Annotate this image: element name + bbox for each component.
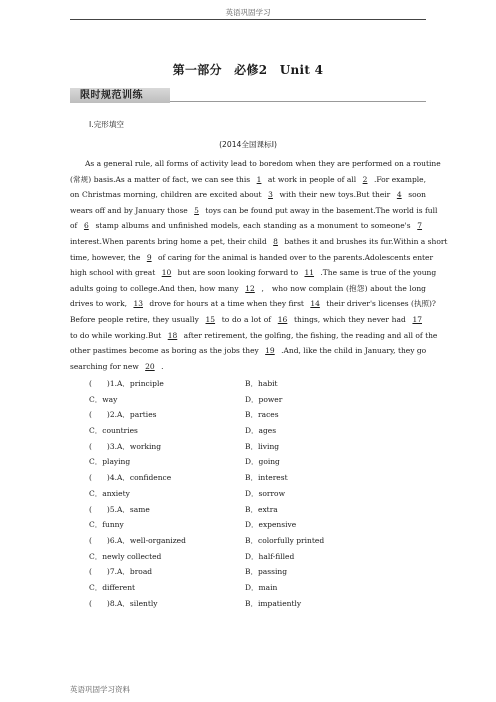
option-left[interactable]: ( )3.A．working: [89, 441, 162, 451]
option-row: [89, 564, 426, 580]
option-left[interactable]: C．playing: [89, 457, 131, 467]
option-right[interactable]: B．habit: [245, 379, 278, 388]
blank-number[interactable]: 9: [146, 252, 152, 262]
option-left[interactable]: ( )1.A．principle: [89, 379, 164, 388]
option-row: [89, 502, 426, 518]
option-right[interactable]: D．expensive: [245, 520, 297, 530]
option-left[interactable]: ( )7.A．broad: [89, 567, 153, 577]
passage-text: As a general rule, all forms of activity lead to boredom when they are performed on a routine: [70, 159, 441, 168]
passage-text: on Christmas morning, children are excited about: [70, 190, 262, 200]
option-row: [89, 486, 426, 502]
passage-text: soon: [408, 190, 426, 200]
blank-number[interactable]: 6: [83, 221, 89, 231]
passage-text: of: [70, 221, 78, 231]
option-row: [89, 392, 426, 408]
option-right[interactable]: B．races: [245, 410, 279, 420]
blank-number[interactable]: 20: [145, 361, 155, 371]
passage-text: but are soon looking forward to: [177, 268, 299, 278]
page-footer: 英语巩固学习资料: [70, 685, 130, 694]
blank-number[interactable]: 15: [205, 314, 216, 324]
option-right[interactable]: D．main: [245, 582, 278, 592]
passage-text: toys can be found put away in the basement.The world is full: [205, 205, 438, 215]
section-label: Ⅰ.完形填空: [89, 120, 125, 129]
document-title: 第一部分 必修2 Unit 4: [172, 63, 324, 77]
passage-text: wears off and by January those: [70, 205, 188, 215]
option-right[interactable]: D．sorrow: [245, 488, 285, 498]
option-right[interactable]: D．power: [245, 394, 283, 404]
option-right[interactable]: B．colorfully printed: [245, 535, 325, 545]
passage-text: drove for hours at a time when they first: [149, 299, 304, 309]
option-row: [89, 376, 426, 392]
blank-number[interactable]: 14: [310, 299, 320, 309]
passage-text: .The same is true of the young: [320, 268, 437, 278]
option-right[interactable]: B．passing: [245, 567, 288, 577]
passage-text: drives to work,: [70, 299, 128, 309]
option-right[interactable]: D．half-filled: [245, 551, 295, 561]
page-header: 英语巩固学习: [225, 8, 271, 17]
passage-line: [70, 281, 426, 297]
blank-number[interactable]: 18: [167, 330, 178, 340]
option-row: [89, 517, 426, 533]
passage-line: [70, 156, 441, 172]
blank-number[interactable]: 11: [304, 268, 315, 278]
blank-number[interactable]: 17: [412, 314, 422, 324]
option-row: [89, 470, 426, 486]
passage-line: [70, 343, 426, 359]
passage-text: .And, like the child in January, they go: [281, 346, 427, 356]
option-right[interactable]: B．impatiently: [245, 598, 302, 608]
passage-text: with their new toys.But their: [279, 190, 391, 200]
answer-options: [89, 376, 426, 611]
banner-rule: [170, 101, 426, 102]
blank-number[interactable]: 1: [256, 174, 262, 184]
passage-line: [70, 296, 436, 312]
passage-text: .: [161, 361, 164, 371]
option-left[interactable]: ( )6.A．well-organized: [89, 535, 186, 545]
option-row: [89, 596, 426, 612]
blank-number[interactable]: 16: [277, 314, 288, 324]
blank-number[interactable]: 13: [133, 299, 143, 309]
option-right[interactable]: D．going: [245, 457, 280, 467]
cloze-passage: [70, 156, 448, 374]
option-row: [89, 533, 426, 549]
option-left[interactable]: C．newly collected: [89, 551, 162, 561]
passage-line: [70, 312, 426, 328]
blank-number[interactable]: 12: [245, 283, 255, 293]
option-row: [89, 580, 426, 596]
passage-text: of caring for the animal is handed over to the parents.Adolescents enter: [158, 252, 434, 262]
option-right[interactable]: B．extra: [245, 504, 278, 514]
option-row: [89, 439, 426, 455]
passage-text: their driver's licenses (执照)?: [326, 299, 436, 309]
option-left[interactable]: C．countries: [89, 426, 138, 436]
passage-text: things, which they never had: [294, 314, 406, 324]
option-left[interactable]: C．way: [89, 394, 118, 404]
option-right[interactable]: B．interest: [245, 473, 288, 483]
passage-source: (2014全国课标Ⅰ): [219, 140, 277, 149]
section-banner: [70, 88, 426, 103]
option-left[interactable]: C．funny: [89, 520, 124, 530]
blank-number[interactable]: 3: [268, 190, 273, 200]
option-right[interactable]: D．ages: [245, 426, 277, 436]
passage-line: [70, 250, 434, 266]
passage-text: , who now complain (抱怨) about the long: [261, 283, 426, 293]
option-left[interactable]: ( )4.A．confidence: [89, 473, 172, 483]
passage-text: at work in people of all: [267, 174, 357, 184]
option-left[interactable]: C．anxiety: [89, 488, 130, 498]
passage-text: other pastimes become as boring as the jobs they: [70, 346, 259, 356]
passage-line: [70, 218, 426, 234]
passage-line: [70, 172, 426, 188]
passage-text: time, however, the: [70, 252, 141, 262]
passage-line: [70, 203, 438, 219]
passage-text: searching for new: [70, 361, 139, 371]
passage-line: [70, 328, 438, 344]
option-row: [89, 407, 426, 423]
blank-number[interactable]: 7: [417, 221, 423, 231]
blank-number[interactable]: 2: [362, 174, 368, 184]
option-left[interactable]: ( )5.A．same: [89, 504, 150, 514]
option-row: [89, 549, 426, 565]
blank-number[interactable]: 19: [265, 346, 275, 356]
blank-number[interactable]: 4: [396, 190, 402, 200]
passage-text: bathes it and brushes its fur.Within a short: [284, 236, 448, 246]
passage-text: (常规) basis.As a matter of fact, we can see this: [70, 174, 251, 184]
banner-label: 限时规范训练: [80, 90, 143, 101]
passage-text: Before people retire, they usually: [70, 314, 199, 324]
blank-number[interactable]: 8: [273, 236, 278, 246]
blank-number[interactable]: 5: [194, 205, 199, 215]
option-left[interactable]: ( )2.A．parties: [89, 410, 157, 420]
passage-text: .For example,: [373, 174, 426, 184]
option-row: [89, 454, 426, 470]
passage-line: [70, 265, 437, 281]
option-right[interactable]: B．living: [245, 441, 280, 451]
passage-text: stamp albums and unfinished models, each standing as a monument to someone's: [95, 221, 411, 231]
passage-text: adults going to college.And then, how many: [70, 283, 239, 293]
passage-text: after retirement, the golfing, the fishing, the reading and all of the: [183, 330, 438, 340]
passage-text: to do a lot of: [221, 314, 272, 324]
passage-text: high school with great: [70, 268, 156, 278]
passage-line: [70, 187, 426, 203]
option-left[interactable]: ( )8.A．silently: [89, 598, 158, 608]
passage-line: [70, 234, 448, 250]
option-left[interactable]: C．different: [89, 582, 136, 592]
passage-text: to do while working.But: [70, 330, 162, 340]
passage-line: [70, 359, 426, 375]
header-rule: [70, 19, 426, 20]
option-row: [89, 423, 426, 439]
blank-number[interactable]: 10: [161, 268, 172, 278]
passage-text: interest.When parents bring home a pet, their child: [70, 236, 267, 246]
